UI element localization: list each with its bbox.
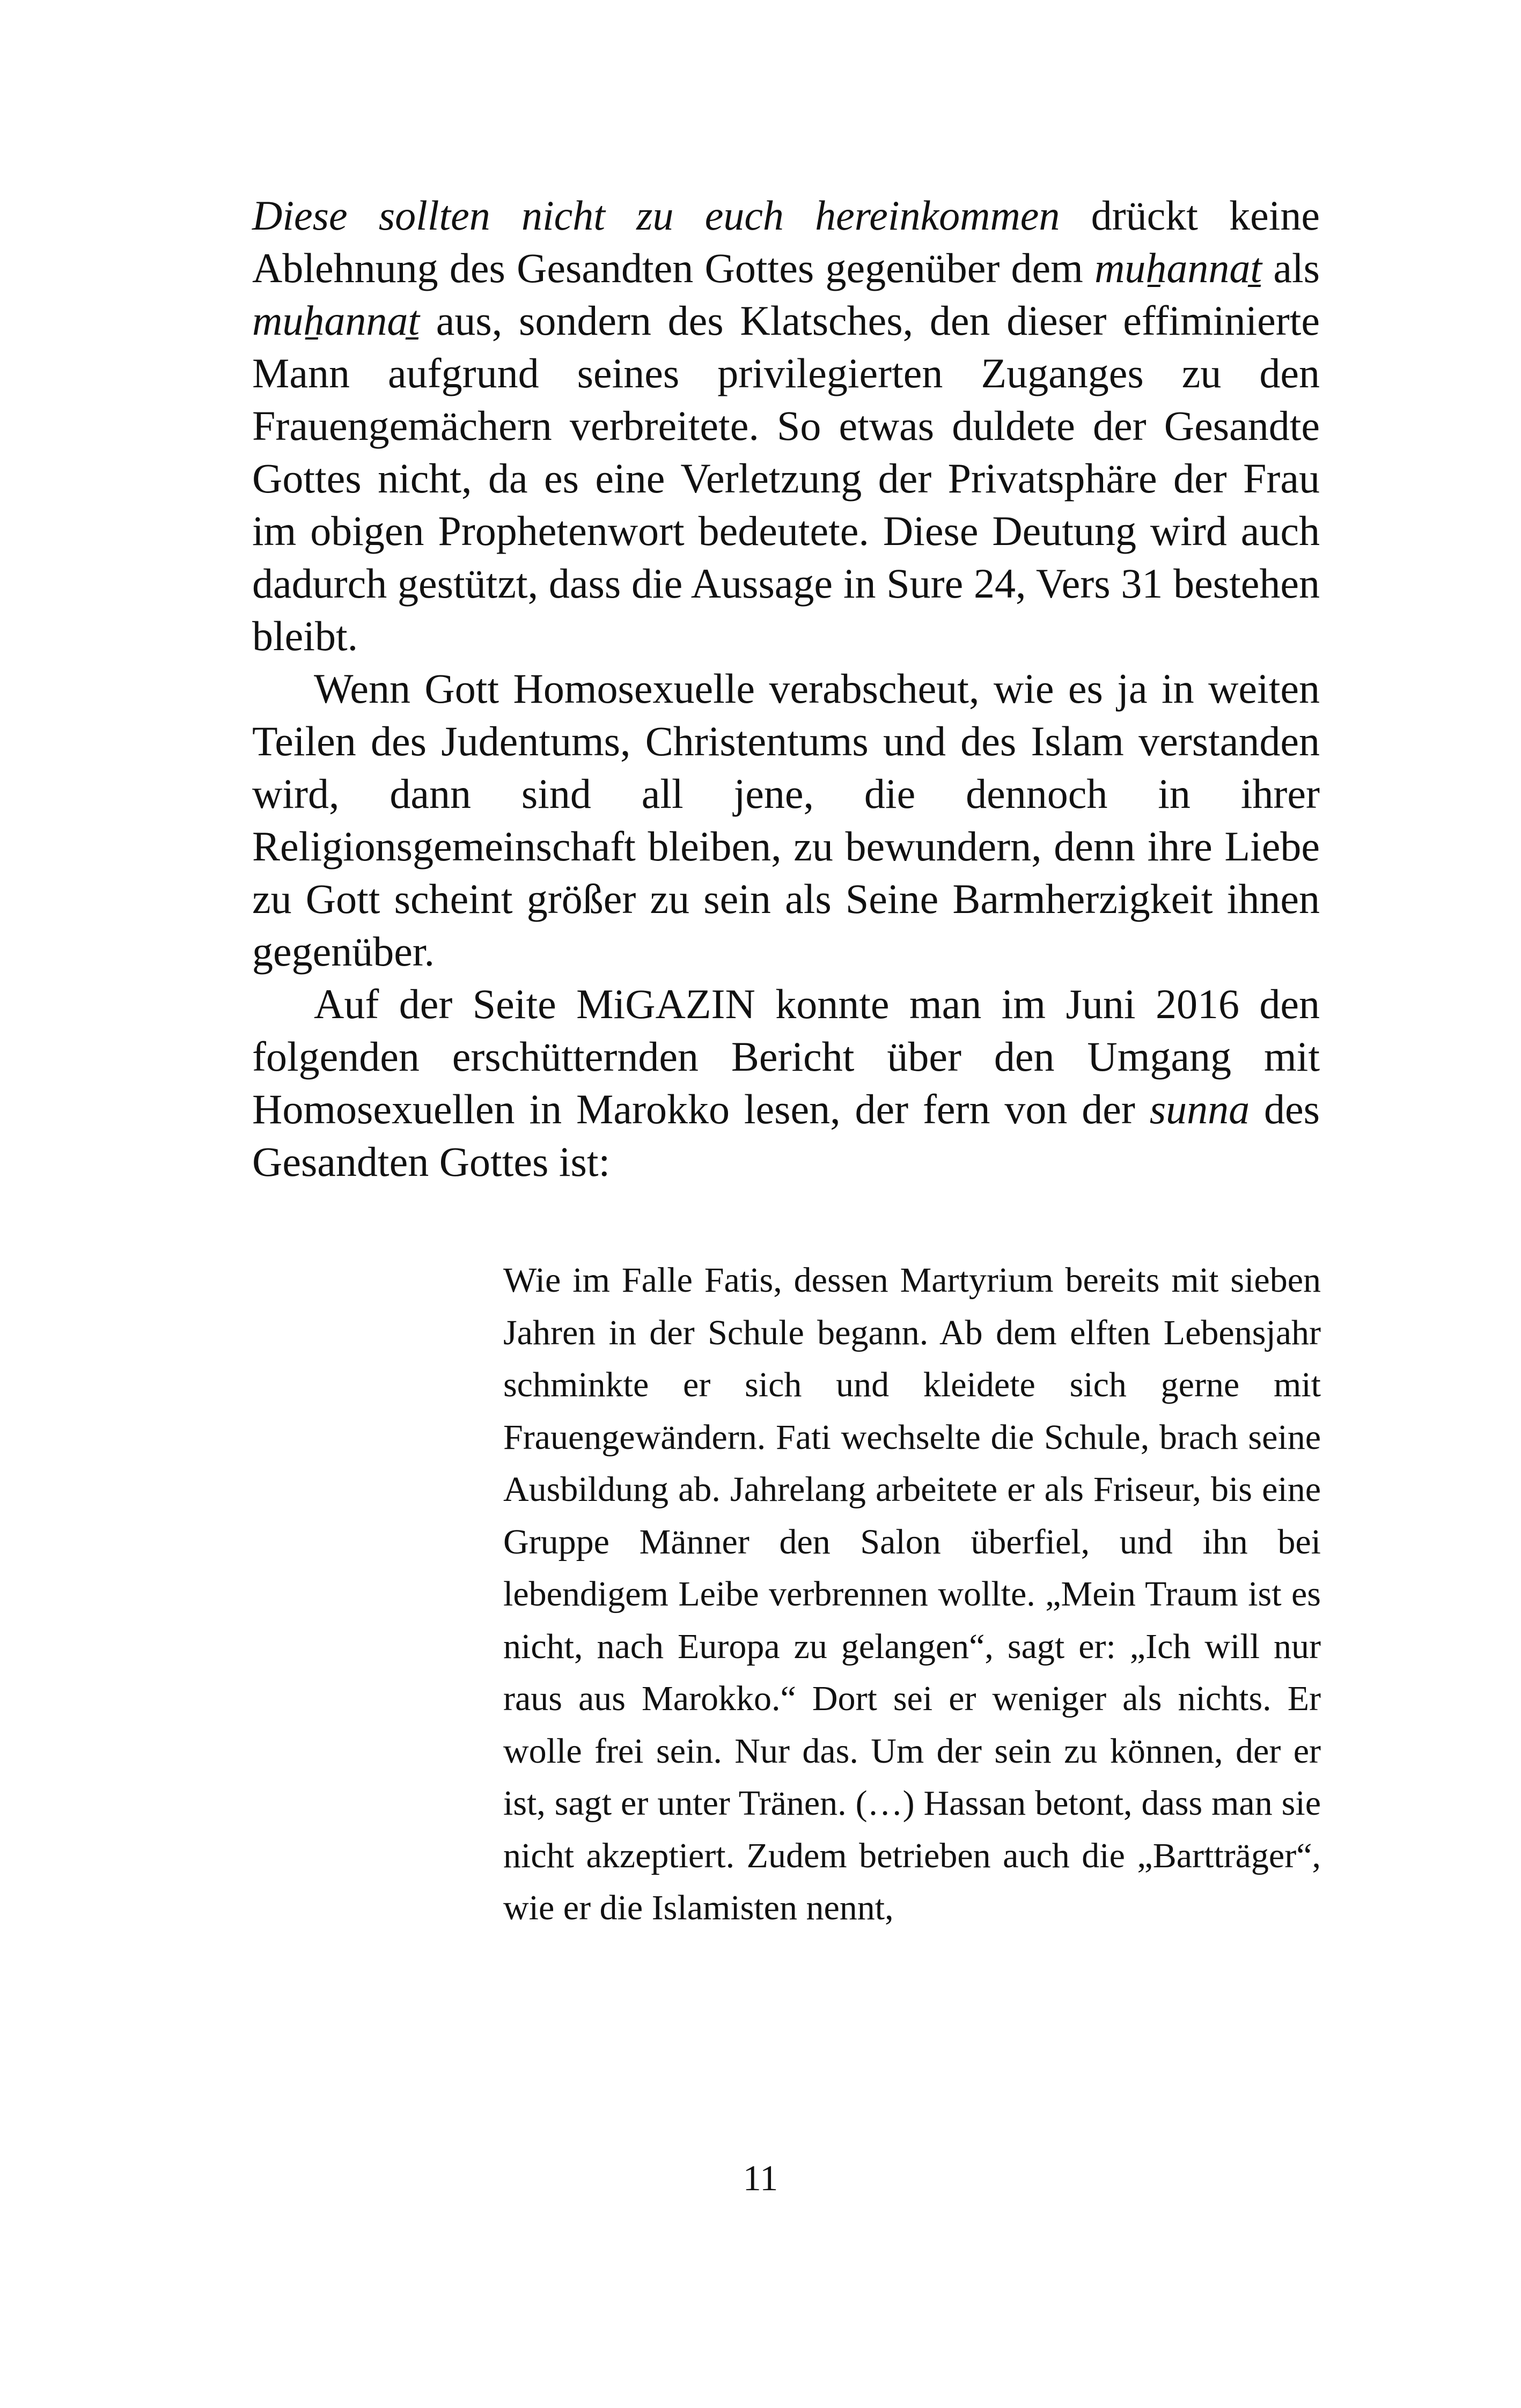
paragraph-1	[252, 189, 1320, 662]
italic-term: muẖannaṯ	[1094, 245, 1262, 291]
italic-phrase: Diese sollten nicht zu euch hereinkommen	[252, 192, 1060, 239]
text-segment: Auf der Seite MiGAZIN konnte man im Juni 2016 den folgenden erschütternden Bericht über den Umgang mit Homosexuellen in Marokko lesen, der fern von der	[252, 981, 1320, 1132]
paragraph-3	[252, 978, 1320, 1188]
italic-term: sunna	[1149, 1086, 1250, 1132]
text-segment: des Gesandten Gottes ist:	[252, 1086, 1320, 1185]
paragraph-2	[252, 662, 1320, 978]
italic-term: muẖannaṯ	[252, 297, 420, 344]
block-quote	[503, 1254, 1321, 1934]
text-segment: aus, sondern des Klatsches, den dieser effiminierte Mann aufgrund seines privilegierten Zuganges zu den Frauengemächern verbreitete. So etwas duldete der Gesandte Gottes nicht, da es eine Verletzung der Privatsphäre der Frau im obigen Prophetenwort bedeutete. Diese Deutung wird auch dadurch gestützt, dass die Aussage in Sure 24, Vers 31 bestehen bleibt.	[252, 297, 1320, 659]
text-segment: Wenn Gott Homosexuelle verabscheut, wie es ja in weiten Teilen des Judentums, Christentums und des Islam verstanden wird, dann sind all jene, die dennoch in ihrer Religionsgemeinschaft bleiben, zu bewundern, denn ihre Liebe zu Gott scheint größer zu sein als Seine Barmherzigkeit ihnen gegenüber.	[252, 665, 1320, 975]
quote-text: Wie im Falle Fatis, dessen Martyrium bereits mit sieben Jahren in der Schule begann. Ab dem elften Lebensjahr schminkte er sich und kleidete sich gerne mit Frauengewändern. Fati wechselte die Schule, brach seine Ausbildung ab. Jahrelang arbeitete er als Friseur, bis eine Gruppe Männer den Salon überfiel, und ihn bei lebendigem Leibe verbrennen wollte. „Mein Traum ist es nicht, nach Europa zu gelangen“, sagt er: „Ich will nur raus aus Marokko.“ Dort sei er weniger als nichts. Er wolle frei sein. Nur das. Um der sein zu können, der er ist, sagt er unter Tränen. (…) Hassan betont, dass man sie nicht akzeptiert. Zudem betrieben auch die „Bartträger“, wie er die Islamisten nennt,	[503, 1261, 1321, 1927]
page-number: 11	[743, 2157, 778, 2198]
text-segment: als	[1262, 245, 1320, 291]
text-segment: drückt keine Ablehnung des Gesandten Gottes gegenüber dem	[252, 192, 1320, 291]
main-text	[252, 189, 1320, 1188]
